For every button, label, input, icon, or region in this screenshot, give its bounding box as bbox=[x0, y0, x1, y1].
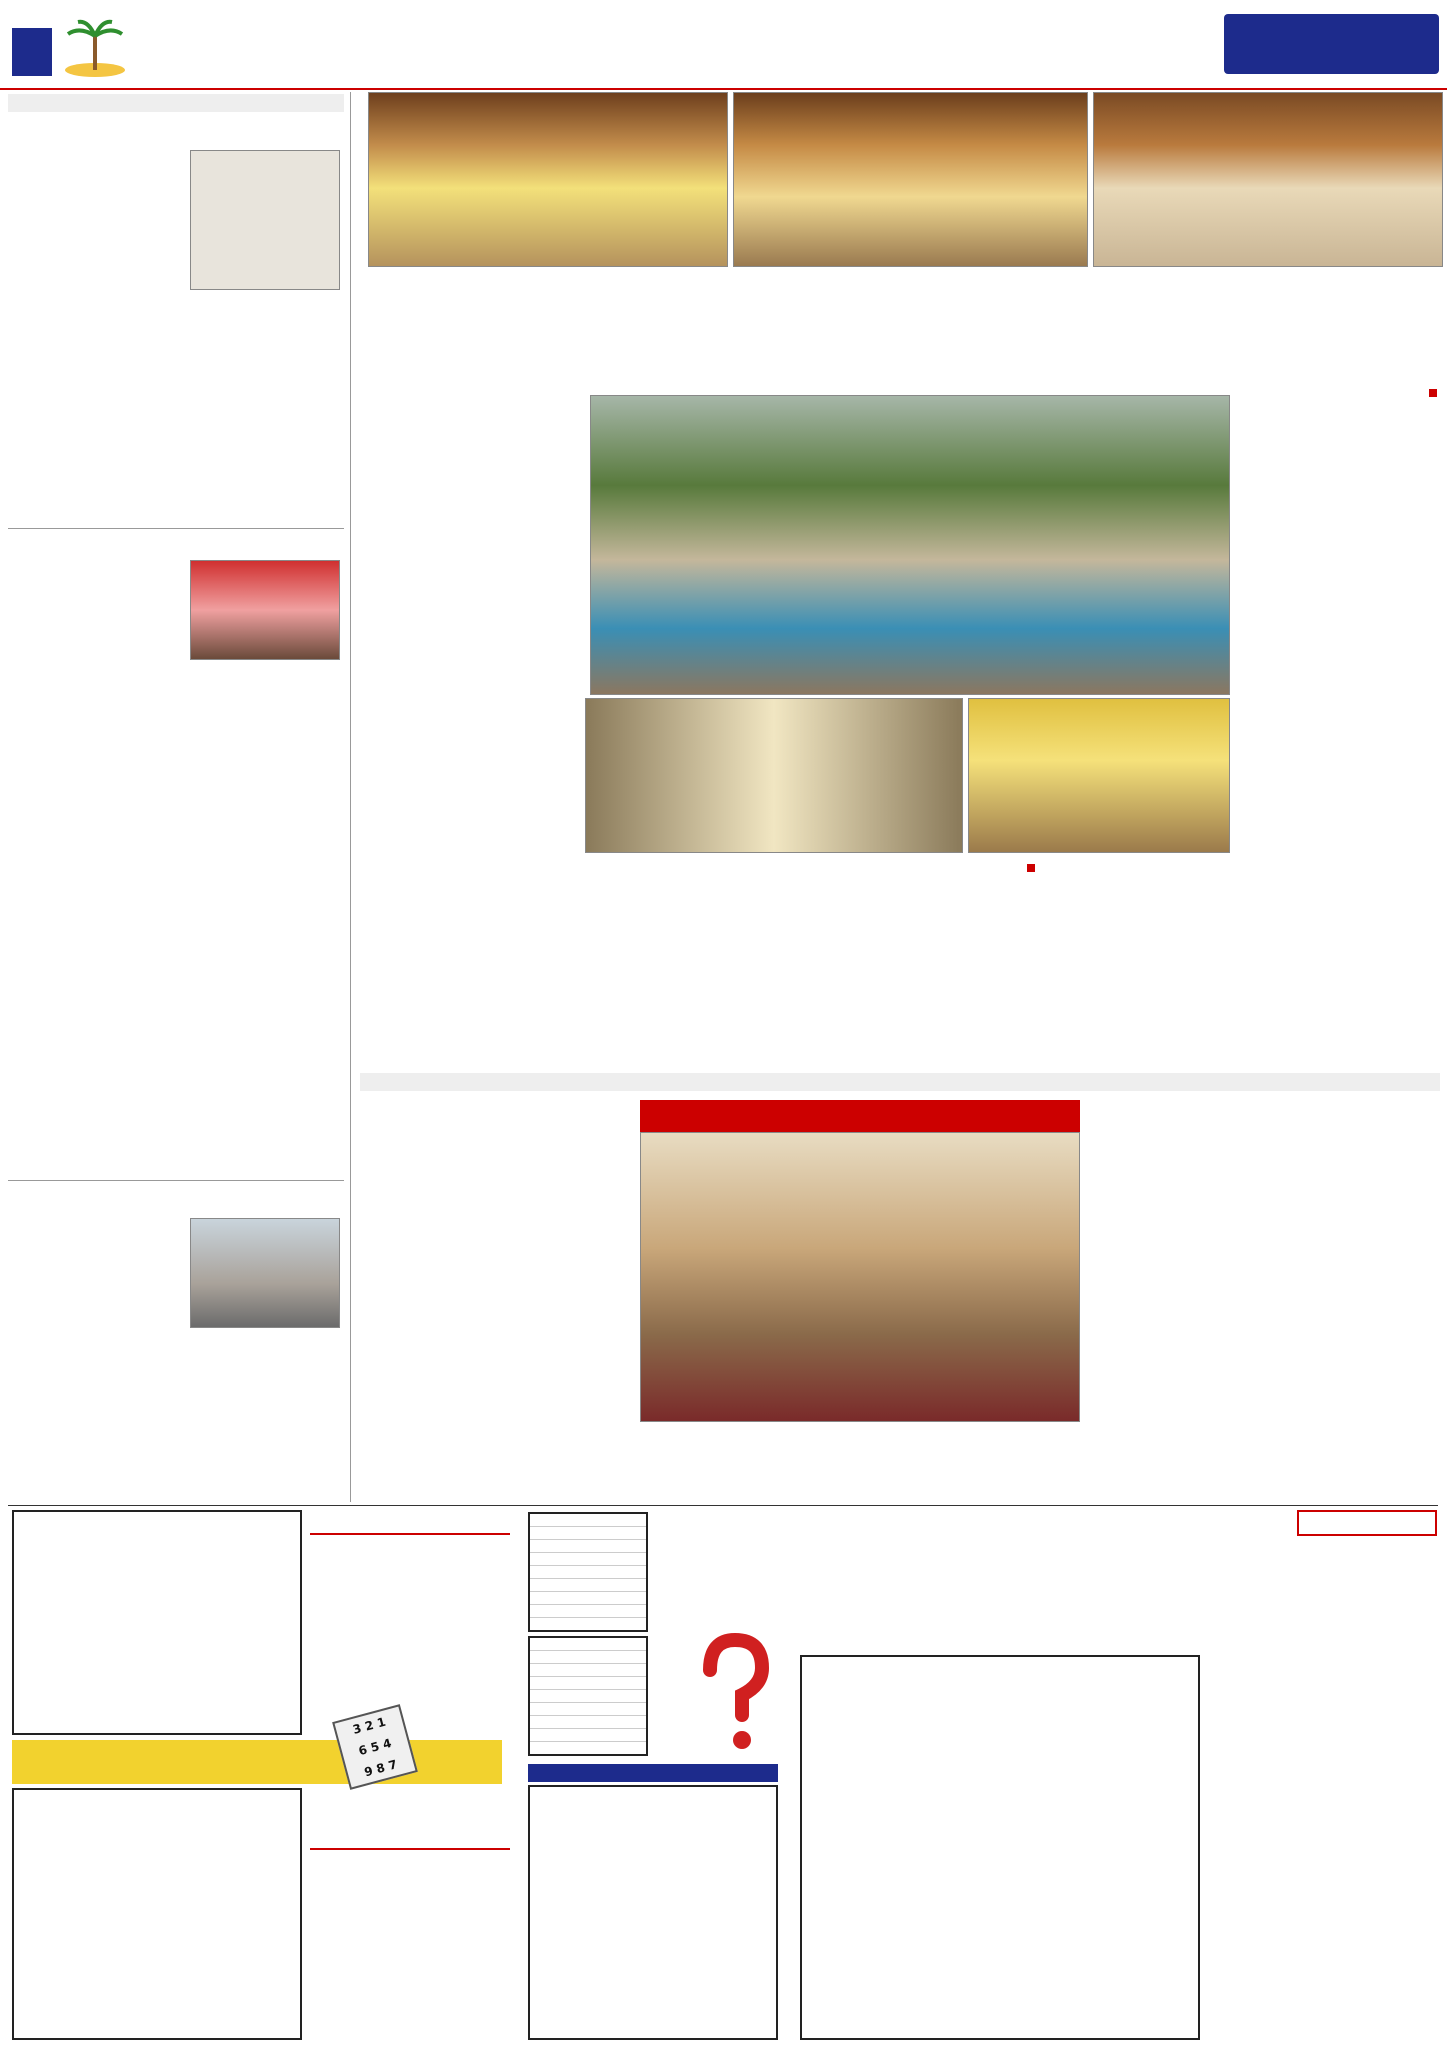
report-label bbox=[360, 1073, 1440, 1091]
article-col-5 bbox=[592, 860, 792, 1070]
photo-hall-2 bbox=[733, 92, 1088, 267]
sudoku-easy-grid[interactable] bbox=[12, 1510, 302, 1735]
answer-label bbox=[528, 1764, 778, 1782]
answer-crossword-grid bbox=[528, 1785, 778, 2040]
report-col-1 bbox=[1097, 1100, 1437, 1500]
answer-hard-grid bbox=[528, 1636, 648, 1756]
red-square-icon bbox=[1429, 389, 1437, 397]
sudoku-number-bar bbox=[12, 1740, 502, 1784]
report-col-2 bbox=[357, 1100, 632, 1500]
sudoku-hard-grid[interactable] bbox=[12, 1788, 302, 2040]
article-col-4 bbox=[370, 280, 582, 1070]
sudoku-rules bbox=[312, 1600, 502, 1730]
photo-corridor bbox=[585, 698, 963, 853]
newspaper-logo[interactable] bbox=[1224, 14, 1439, 74]
news-label bbox=[8, 94, 344, 112]
crossword-clues-2 bbox=[992, 1512, 1242, 1637]
sudoku-hard-label bbox=[310, 1830, 510, 1850]
crossword-numbers-top bbox=[800, 1636, 1200, 1654]
crossword-clues-3 bbox=[777, 1512, 987, 1637]
photo-room bbox=[968, 698, 1230, 853]
news-text-3 bbox=[6, 1218, 342, 1498]
report-caption bbox=[637, 1425, 1077, 1500]
report-banner bbox=[640, 1100, 1080, 1132]
red-square-icon bbox=[1027, 864, 1035, 872]
photo-qatar bbox=[640, 1132, 1080, 1422]
palm-tree-icon bbox=[60, 18, 130, 78]
news-text-2 bbox=[6, 560, 342, 1175]
photo-courtyard bbox=[590, 395, 1230, 695]
article-col-3 bbox=[860, 860, 1035, 1070]
photo-hall-3 bbox=[368, 92, 728, 267]
answer-easy-grid bbox=[528, 1512, 648, 1632]
question-mark-icon bbox=[690, 1630, 780, 1760]
cube-icon: 1 2 3 4 5 6 7 8 9 bbox=[332, 1704, 418, 1790]
crossword-label bbox=[1297, 1510, 1437, 1536]
page-number bbox=[12, 28, 52, 76]
crossword-grid[interactable] bbox=[800, 1655, 1200, 2040]
article-col-1 bbox=[1224, 385, 1437, 1070]
article-col-2 bbox=[1042, 860, 1217, 1070]
crossword-numbers-side bbox=[1200, 1655, 1220, 2040]
sudoku-about bbox=[312, 1920, 502, 2035]
crossword-across bbox=[1247, 1542, 1437, 2042]
page-header bbox=[0, 0, 1447, 90]
sudoku-easy-label bbox=[310, 1515, 510, 1535]
news-text-1 bbox=[6, 150, 342, 525]
photo-hall-1 bbox=[1093, 92, 1443, 267]
